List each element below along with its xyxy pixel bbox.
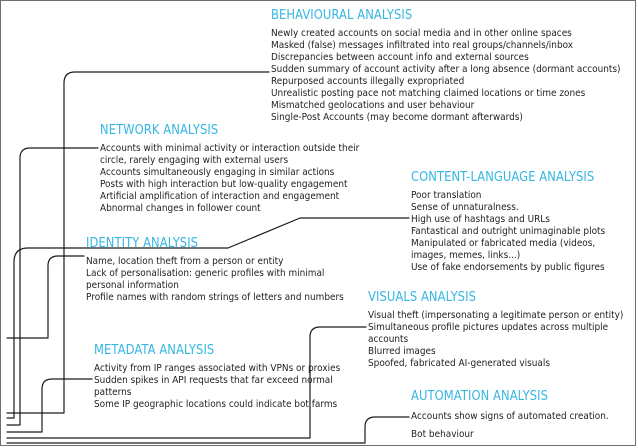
list-item: Manipulated or fabricated media (videos, images, memes, links...) <box>411 238 596 261</box>
list-item: Sudden summary of account activity after a long absence (dormant accounts) <box>271 64 621 75</box>
metadata-analysis-list <box>94 363 345 411</box>
network-analysis-heading: NETWORK ANALYSIS <box>100 123 219 138</box>
list-item: Spoofed, fabricated AI-generated visuals <box>368 358 551 369</box>
identity-analysis-list <box>86 256 356 304</box>
list-item: Masked (false) messages infiltrated into real groups/channels/inbox <box>271 40 574 51</box>
list-item: Simultaneous profile pictures updates across multiple accounts <box>368 322 609 345</box>
automation-analysis-list <box>411 410 609 442</box>
list-item: Use of fake endorsements by public figures <box>411 262 605 273</box>
visuals-analysis-heading: VISUALS ANALYSIS <box>368 290 476 305</box>
list-item: Visual theft (impersonating a legitimate person or entity) <box>368 310 624 321</box>
list-item: Name, location theft from a person or entity <box>86 256 284 267</box>
list-item: Sudden spikes in API requests that far exceed normal patterns <box>94 375 333 398</box>
list-item: Single-Post Accounts (may become dormant afterwards) <box>271 112 523 123</box>
content-language-analysis-heading: CONTENT-LANGUAGE ANALYSIS <box>411 170 595 185</box>
list-item: Mismatched geolocations and user behaviour <box>271 100 475 111</box>
list-item: Discrepancies between account info and external sources <box>271 52 529 63</box>
network-analysis-list <box>100 143 379 215</box>
list-item: Accounts with minimal activity or interaction outside their circle, rarely engaging with external users <box>100 143 360 166</box>
list-item: Fantastical and outright unimaginable plots <box>411 226 606 237</box>
list-item: Artificial amplification of interaction and engagement <box>100 191 340 202</box>
list-item: Some IP geographic locations could indicate bot farms <box>94 399 338 410</box>
list-item: Accounts show signs of automated creation. <box>411 411 609 422</box>
behavioural-analysis-heading: BEHAVIOURAL ANALYSIS <box>271 8 413 23</box>
list-item: Repurposed accounts illegally expropriated <box>271 76 465 87</box>
list-item: Poor translation <box>411 190 482 201</box>
behavioural-analysis-list <box>271 28 621 124</box>
connector-network <box>7 148 98 425</box>
list-item: Bot behaviour <box>411 429 474 440</box>
metadata-analysis-heading: METADATA ANALYSIS <box>94 343 215 358</box>
list-item: Blurred images <box>368 346 436 357</box>
list-item: Profile names with random strings of letters and numbers <box>86 292 344 303</box>
list-item: Abnormal changes in follower count <box>100 203 261 214</box>
list-item: Accounts simultaneously engaging in similar actions <box>100 167 335 178</box>
list-item: Newly created accounts on social media and in other online spaces <box>271 28 572 39</box>
identity-analysis-heading: IDENTITY ANALYSIS <box>86 236 199 251</box>
list-item: Lack of personalisation: generic profiles with minimal personal information <box>86 268 325 291</box>
visuals-analysis-list <box>368 310 623 370</box>
list-item: Unrealistic posting pace not matching claimed locations or time zones <box>271 88 586 99</box>
list-item: Posts with high interaction but low-quality engagement <box>100 179 348 190</box>
list-item: Sense of unnaturalness. <box>411 202 519 213</box>
automation-analysis-heading: AUTOMATION ANALYSIS <box>411 389 549 404</box>
content-language-analysis-list <box>411 190 617 274</box>
connector-identity <box>7 256 84 338</box>
connector-automation <box>7 417 409 443</box>
list-item: Activity from IP ranges associated with VPNs or proxies <box>94 363 341 374</box>
list-item: High use of hashtags and URLs <box>411 214 550 225</box>
